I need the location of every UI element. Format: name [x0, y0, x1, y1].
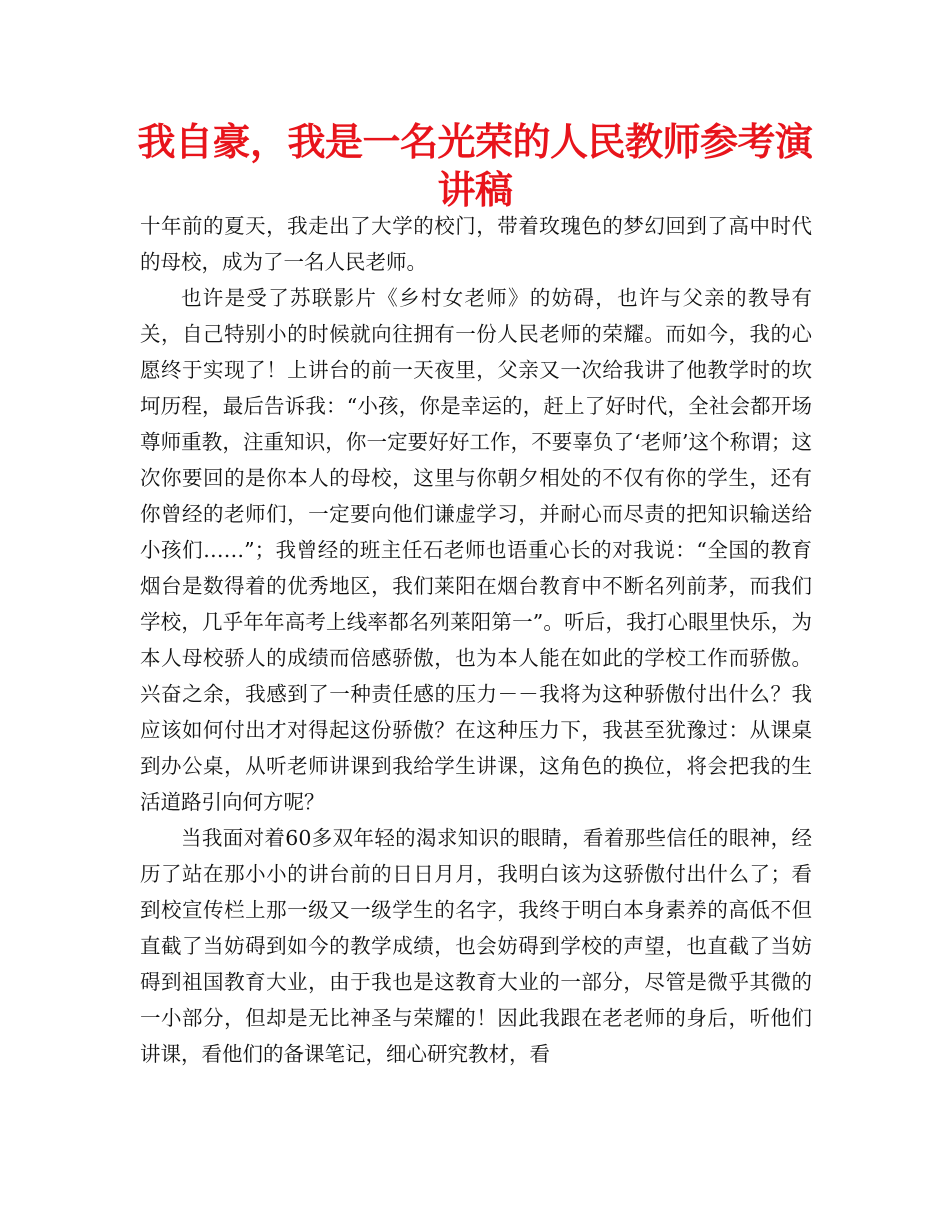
paragraph-2: 也许是受了苏联影片《乡村女老师》的妨碍，也许与父亲的教导有关，自己特别小的时候就向往拥有一份人民老师的荣耀。而如今，我的心愿终于实现了！上讲台的前一天夜里，父亲又一次给我讲了他教学时的坎坷历程，最后告诉我：“小孩，你是幸运的，赶上了好时代，全社会都开场尊师重教，注重知识，你一定要好好工作，不要辜负了‘老师’这个称谓；这次你要回的是你本人的母校，这里与你朝夕相处的不仅有你的学生，还有你曾经的老师们，一定要向他们谦虚学习，并耐心而尽责的把知识输送给小孩们……”；我曾经的班主任石老师也语重心长的对我说：“全国的教育烟台是数得着的优秀地区，我们莱阳在烟台教育中不断名列前茅，而我们学校，几乎年年高考上线率都名列莱阳第一”。听后，我打心眼里快乐，为本人母校骄人的成绩而倍感骄傲，也为本人能在如此的学校工作而骄傲。兴奋之余，我感到了一种责任感的压力－－我将为这种骄傲付出什么？我应该如何付出才对得起这份骄傲？在这种压力下，我甚至犹豫过：从课桌到办公桌，从听老师讲课到我给学生讲课，这角色的换位，将会把我的生活道路引向何方呢？: [140, 286, 812, 814]
paragraph-3: 当我面对着60多双年轻的渴求知识的眼睛，看着那些信任的眼神，经历了站在那小小的讲台前的日日月月，我明白该为这骄傲付出什么了；看到校宣传栏上那一级又一级学生的名字，我终于明白本身素养的高低不但直截了当妨碍到如今的教学成绩，也会妨碍到学校的声望，也直截了当妨碍到祖国教育大业，由于我也是这教育大业的一部分，尽管是微乎其微的一小部分，但却是无比神圣与荣耀的！因此我跟在老老师的身后，听他们讲课，看他们的备课笔记，细心研究教材，看: [140, 826, 812, 1066]
paragraph-1: 十年前的夏天，我走出了大学的校门，带着玫瑰色的梦幻回到了高中时代的母校，成为了一名人民老师。: [140, 214, 812, 274]
document-title: 我自豪，我是一名光荣的人民教师参考演讲稿: [137, 120, 813, 212]
document-body: [140, 208, 812, 1072]
